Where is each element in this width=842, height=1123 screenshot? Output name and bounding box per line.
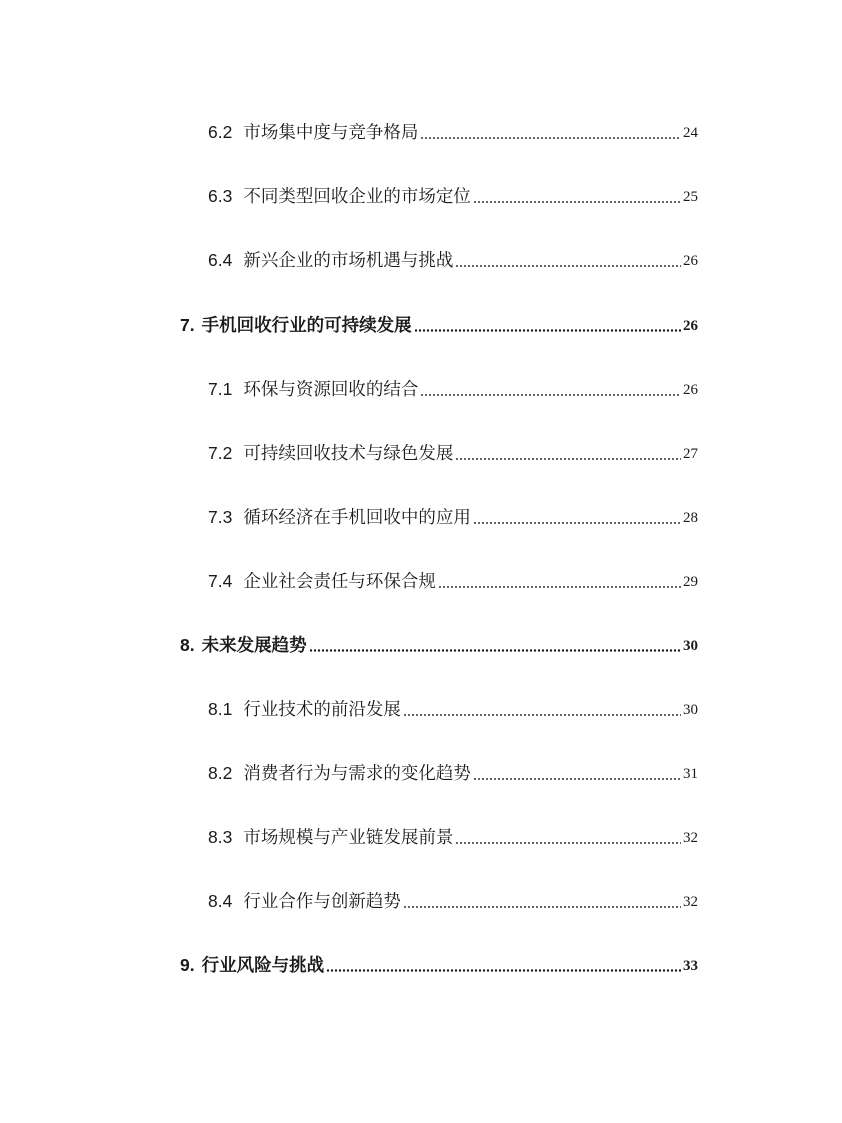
toc-entry-page: 26 [683, 318, 698, 334]
toc-entry-label: 循环经济在手机回收中的应用 [243, 507, 471, 527]
dot-leader [473, 201, 681, 203]
toc-entry[interactable] [208, 694, 698, 720]
toc-entry-page: 30 [683, 702, 698, 718]
toc-entry[interactable] [208, 438, 698, 464]
toc-entry-label: 市场集中度与竞争格局 [243, 122, 419, 142]
dot-leader [473, 522, 681, 524]
dot-leader [438, 586, 681, 588]
toc-entry-label: 环保与资源回收的结合 [243, 379, 419, 399]
toc-entry-title [180, 314, 412, 336]
toc-entry-number: 8.1 [208, 699, 233, 719]
toc-entry-number: 7.1 [208, 379, 233, 399]
toc-entry[interactable] [208, 566, 698, 592]
toc-entry-page: 30 [683, 638, 698, 654]
toc-entry-label: 新兴企业的市场机遇与挑战 [243, 250, 454, 270]
toc-entry-page: 25 [683, 189, 698, 205]
dot-leader [414, 329, 681, 332]
toc-entry[interactable] [208, 758, 698, 784]
toc-entry-label: 消费者行为与需求的变化趋势 [243, 763, 471, 783]
toc-entry-title [208, 890, 401, 912]
toc-chapter-entry[interactable] [180, 630, 698, 656]
toc-entry-number: 8.4 [208, 891, 233, 911]
dot-leader [309, 649, 681, 652]
toc-entry-number: 7.3 [208, 507, 233, 527]
toc-entry-number: 7.2 [208, 443, 233, 463]
toc-entry[interactable] [208, 181, 698, 207]
toc-entry-title [208, 570, 436, 592]
toc-entry-title [208, 762, 471, 784]
toc-entry-label: 市场规模与产业链发展前景 [243, 827, 454, 847]
toc-entry-title [180, 954, 324, 976]
toc-entry[interactable] [208, 886, 698, 912]
toc-entry-label: 企业社会责任与环保合规 [243, 571, 436, 591]
dot-leader [455, 458, 681, 460]
toc-entry-title [208, 249, 453, 271]
toc-entry[interactable] [208, 822, 698, 848]
toc-entry[interactable] [208, 117, 698, 143]
dot-leader [455, 265, 681, 267]
toc-entry-label: 手机回收行业的可持续发展 [201, 315, 412, 335]
toc-entry-number: 7.4 [208, 571, 233, 591]
toc-entry-label: 行业风险与挑战 [201, 955, 325, 975]
toc-entry-page: 33 [683, 958, 698, 974]
toc-entry-page: 31 [683, 766, 698, 782]
toc-entry-page: 26 [683, 382, 698, 398]
dot-leader [455, 842, 681, 844]
toc-entry-title [208, 506, 471, 528]
toc-entry-number: 6.2 [208, 122, 233, 142]
toc-entry-label: 可持续回收技术与绿色发展 [243, 443, 454, 463]
toc-chapter-entry[interactable] [180, 310, 698, 336]
toc-entry-title [208, 185, 471, 207]
toc-entry-page: 24 [683, 125, 698, 141]
toc-chapter-entry[interactable] [180, 950, 698, 976]
toc-entry[interactable] [208, 374, 698, 400]
toc-entry-label: 不同类型回收企业的市场定位 [243, 186, 471, 206]
toc-entry-number: 8.2 [208, 763, 233, 783]
toc-entry-title [208, 378, 418, 400]
toc-entry-title [180, 634, 307, 656]
toc-entry-title [208, 121, 418, 143]
dot-leader [420, 394, 681, 396]
toc-entry-number: 6.3 [208, 186, 233, 206]
dot-leader [326, 969, 681, 972]
dot-leader [403, 906, 681, 908]
toc-entry-number: 6.4 [208, 250, 233, 270]
toc-entry-label: 行业合作与创新趋势 [243, 891, 401, 911]
toc-entry-number: 8.3 [208, 827, 233, 847]
toc-entry-title [208, 826, 453, 848]
toc-entry-number: 9. [180, 955, 195, 975]
toc-entry-page: 28 [683, 510, 698, 526]
toc-entry-page: 29 [683, 574, 698, 590]
toc-entry-page: 26 [683, 253, 698, 269]
toc-entry-page: 27 [683, 446, 698, 462]
toc-entry-number: 7. [180, 315, 195, 335]
toc-entry-title [208, 698, 401, 720]
dot-leader [473, 778, 681, 780]
dot-leader [420, 137, 681, 139]
toc-entry-label: 未来发展趋势 [201, 635, 307, 655]
toc-entry-number: 8. [180, 635, 195, 655]
toc-entry-page: 32 [683, 894, 698, 910]
toc-entry-label: 行业技术的前沿发展 [243, 699, 401, 719]
dot-leader [403, 714, 681, 716]
toc-entry-title [208, 442, 453, 464]
toc-entry[interactable] [208, 502, 698, 528]
toc-entry[interactable] [208, 245, 698, 271]
toc-entry-page: 32 [683, 830, 698, 846]
